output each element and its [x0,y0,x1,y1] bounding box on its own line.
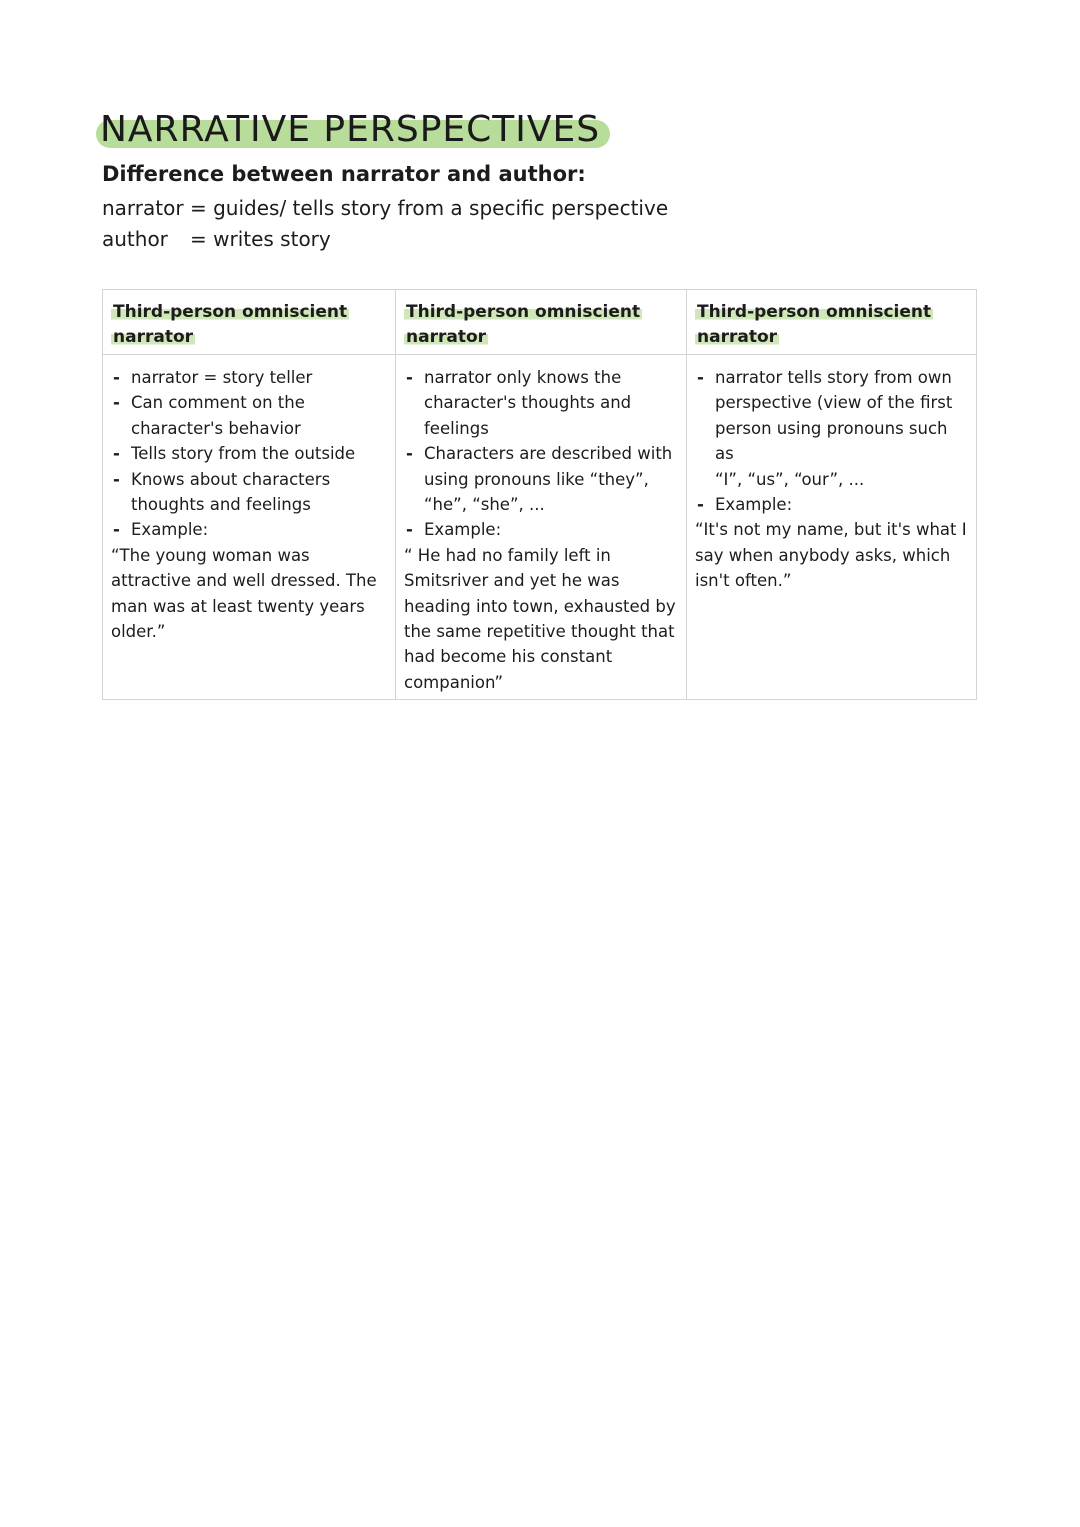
quote-line: Smitsriver and yet he was [404,571,620,591]
table-header-cell [396,290,686,355]
page-title-text: NARRATIVE PERSPECTIVES [100,109,601,150]
quote-line: man was at least twenty years [111,596,365,616]
header-line: Third-person omniscient [406,302,641,322]
bullet-item [111,517,387,542]
bullet-item [111,441,387,466]
header-line: Third-person omniscient [113,302,348,322]
header-line: Third-person omniscient [697,302,932,322]
definition-term: narrator [102,196,184,220]
bullet-item [404,517,678,542]
bullet-line: perspective (view of the first [715,393,953,413]
example-quote [695,517,968,593]
bullet-line: - Can comment on the [131,393,305,413]
bullet-line: - Characters are described with [424,444,673,464]
bullet-item [111,467,387,518]
table-header-cell [103,290,395,355]
bullet-line: - Example: [715,495,793,515]
quote-line: the same repetitive thought that [404,622,675,642]
bullet-line: person using pronouns such as [715,418,948,464]
bullet-item [404,365,678,441]
bullet-line: - Tells story from the outside [131,444,356,464]
bullet-line: - narrator tells story from own [715,368,952,387]
table-column [103,290,395,699]
quote-line: heading into town, exhausted by [404,596,676,616]
table-body-cell [687,355,976,594]
bullet-item [111,390,387,441]
bullet-item [111,365,387,390]
bullet-line: character's thoughts and [424,393,632,413]
bullet-line: feelings [424,418,489,438]
bullet-item [404,441,678,517]
quote-line: “It's not my name, but it's what I [695,520,967,540]
title-wrap [100,108,600,152]
quote-line: say when anybody asks, which [695,545,951,565]
example-quote [111,543,387,645]
header-line: narrator [406,327,487,347]
quote-line: companion” [404,672,504,692]
quote-line: older.” [111,622,166,642]
bullet-line: “I”, “us”, “our”, ... [715,469,865,489]
bullet-line: - Example: [131,520,209,540]
table-body-cell [103,355,395,644]
quote-line: isn't often.” [695,571,792,591]
perspectives-table [102,289,977,700]
quote-line: had become his constant [404,647,613,667]
subheading: Difference between narrator and author: [102,162,586,186]
bullet-line: “he”, “she”, ... [424,495,545,515]
quote-line: “ He had no family left in [404,545,611,565]
table-column [395,290,686,699]
definition-term: author [102,227,168,251]
definition-text: = guides/ tells story from a specific perspective [190,196,669,220]
quote-line: attractive and well dressed. The [111,571,377,591]
header-line: narrator [697,327,778,347]
table-body-cell [396,355,686,695]
bullet-line: character's behavior [131,418,301,438]
header-line: narrator [113,327,194,347]
definition-text: = writes story [190,227,331,251]
bullet-line: - narrator = story teller [131,368,313,387]
bullet-line: - Example: [424,520,502,540]
example-quote [404,543,678,695]
quote-line: “The young woman was [111,545,310,565]
definition-narrator [102,196,668,220]
page-title [100,108,600,152]
bullet-line: thoughts and feelings [131,495,311,515]
bullet-item [695,492,968,517]
table-column [686,290,976,699]
bullet-line: - narrator only knows the [424,368,622,387]
bullet-line: - Knows about characters [131,469,331,489]
definition-author [102,227,331,251]
table-header-cell [687,290,976,355]
bullet-item [695,365,968,492]
bullet-line: using pronouns like “they”, [424,469,649,489]
